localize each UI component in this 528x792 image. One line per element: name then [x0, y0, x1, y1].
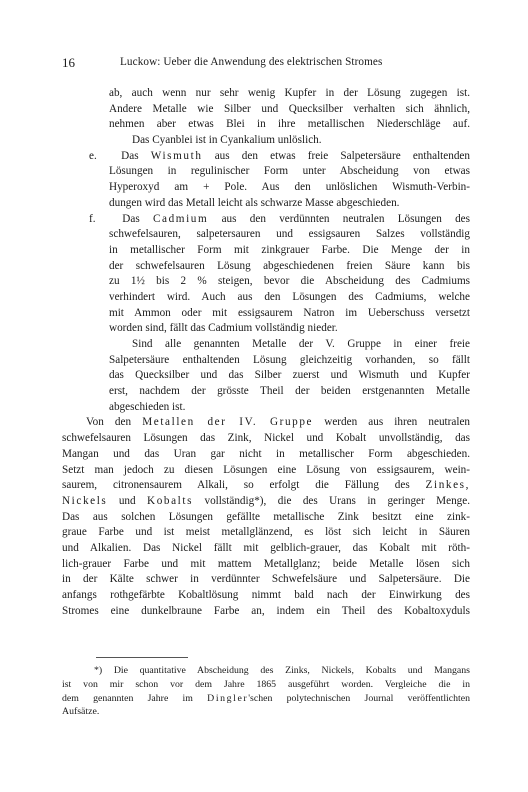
spaced-word: Zinkes, — [425, 479, 470, 492]
paragraph-iv-first-line: Von den Metallen der IV. Gruppe werden aus ihren neutralen — [86, 416, 471, 429]
text-line: Hyperoxyd am + Pole. Aus den unlöslichen Wismuth-Verbin- — [109, 181, 470, 194]
item-label-f: f. — [89, 212, 96, 225]
section-f-first-line: f. Das Cadmium aus den verdünnten neutralen Lösungen des — [62, 212, 470, 228]
element-name-cadmium: Cadmium — [152, 212, 209, 225]
text-line: verhindert wird. Auch aus den Lösungen des Cadmiums, welche — [109, 290, 470, 303]
section-e-first-line: e. Das Wismuth aus den etwas freie Salpetersäure enthaltenden — [62, 149, 470, 165]
footnote-line: dem genannten Jahre im Dingler'schen polytechnischen Journal veröffentlichten — [62, 692, 470, 704]
text-line: Das aus solchen Lösungen gefällte metallische Zink besitzt eine zink- — [62, 510, 470, 523]
footnote-divider — [96, 657, 188, 658]
text-line: und Alkalien. Das Nickel fällt mit gelblich-grauer, das Kobalt mit röth- — [62, 541, 470, 554]
element-name-wismuth: Wismuth — [150, 149, 203, 162]
body-text — [62, 86, 470, 619]
footnote — [62, 664, 470, 719]
text-line: worden sind, fällt das Cadmium vollständig nieder. — [109, 322, 338, 335]
text-line: Salpetersäure enthaltenden Lösung gleichzeitig vorhanden, so fällt — [109, 353, 470, 366]
page-number: 16 — [62, 55, 75, 70]
text-line: dungen wird das Metall leicht als schwarze Masse abgeschieden. — [109, 196, 400, 209]
footnote-line: ist von mir schon vor dem Jahre 1865 ausgeführt worden. Vergleiche die in — [62, 678, 470, 690]
text-line: graue Farbe und ist meist metallglänzend, es löst sich leicht in Säuren — [62, 526, 470, 539]
page-header — [62, 55, 478, 71]
item-label-e: e. — [89, 149, 97, 162]
text-line: Das Cyanblei ist in Cyankalium unlöslich. — [132, 134, 322, 147]
text-line: lich-grauer Farbe und mit mattem Metallglanz; beide Metalle lösen sich — [62, 557, 470, 570]
running-title: Luckow: Ueber die Anwendung des elektrischen Stromes — [120, 56, 383, 68]
footnote-line: *) Die quantitative Abscheidung des Zinks, Nickels, Kobalts und Mangans — [94, 665, 470, 676]
text-line: anfangs rothgefärbte Kobaltlösung nimmt bald nach der Einwirkung des — [62, 589, 470, 601]
text-line: Sind alle genannten Metalle der V. Gruppe in einer freie — [132, 338, 470, 350]
text-line: saurem, citronensaurem Alkali, so erfolgt die Fällung des Zinkes, — [62, 479, 470, 492]
text-line: Setzt man jedoch zu diesen Lösungen eine Lösung von essigsaurem, wein- — [62, 463, 470, 476]
text-line: Mangan und das Uran gar nicht in metallischer Form abgeschieden. — [62, 447, 470, 460]
text-line: schwefelsauren, salpetersauren und essigsauren Salzes vollständig — [109, 228, 470, 241]
text-line: abgeschieden ist. — [109, 400, 186, 413]
spaced-word: Nickels — [62, 494, 108, 507]
spaced-word: Dingler — [207, 692, 249, 704]
group-heading-spaced: Metallen der IV. Gruppe — [142, 416, 314, 429]
text-line: erst, nachdem der grösste Theil der beiden erstgenannten Metalle — [109, 385, 470, 398]
footnote-line: Aufsätze. — [62, 706, 100, 718]
text-line: ab, auch wenn nur sehr wenig Kupfer in der Lösung zugegen ist. — [109, 87, 470, 99]
text-line: Lösungen in regulinischer Form unter Abscheidung von etwas — [109, 165, 470, 178]
text-line: zu 1½ bis 2 % steigen, bevor die Abscheidung des Cadmiums — [109, 275, 470, 288]
text-line: mit Ammon oder mit essigsaurem Natron im Ueberschuss versetzt — [109, 306, 470, 319]
text-line: Andere Metalle wie Silber und Quecksilber verhalten sich ähnlich, — [109, 102, 470, 115]
text-line: Stromes eine dunkelbraune Farbe an, indem ein Theil des Kobaltoxyduls — [62, 604, 470, 617]
text-line: der schwefelsauren Lösung abgeschiedenen freien Säure kann bis — [109, 259, 470, 272]
text-line: Nickels und Kobalts vollständig*), die des Urans in geringer Menge. — [62, 494, 471, 507]
text-line: nehmen aber etwas Blei in ihre metallischen Niederschläge auf. — [109, 118, 470, 131]
text-line: in der Kälte schwer in verdünnter Schwefelsäure und Salpetersäure. Die — [62, 573, 470, 586]
text-line: in metallischer Form mit zinkgrauer Farbe. Die Menge der in — [109, 243, 470, 256]
text-line: das Quecksilber und das Silber zuerst und Wismuth und Kupfer — [109, 369, 470, 382]
spaced-word: Kobalts — [147, 494, 194, 507]
text-line: schwefelsauren Lösungen das Zink, Nickel und Kobalt unvollständig, das — [62, 432, 470, 445]
